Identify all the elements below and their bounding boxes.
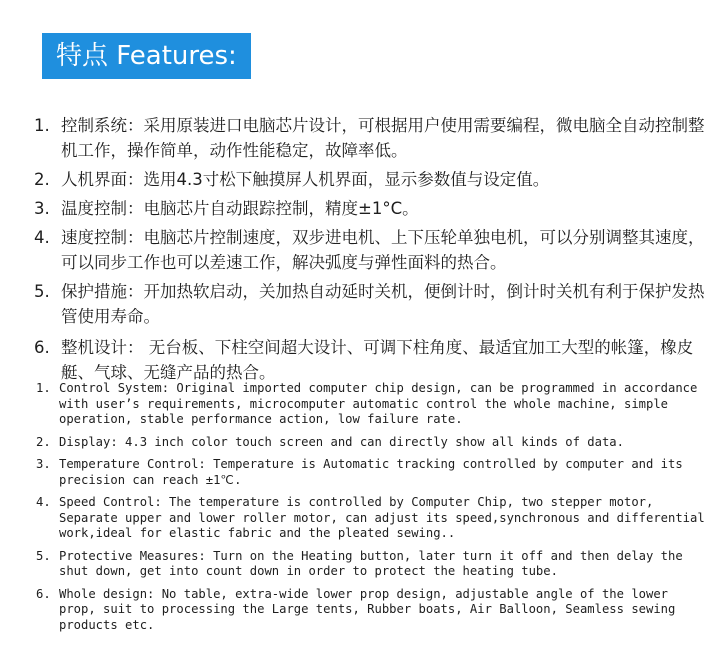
feature-number: 2. (36, 434, 51, 449)
feature-text: 保护措施：开加热软启动，关加热自动延时关机，便倒计时，倒计时关机有利于保护发热管使用寿命。 (61, 282, 705, 326)
feature-number: 5. (34, 282, 50, 301)
feature-number: 3. (34, 199, 50, 218)
feature-text: 温度控制：电脑芯片自动跟踪控制，精度±1°C。 (61, 199, 419, 218)
feature-item-cn (34, 167, 706, 192)
features-heading-badge (42, 33, 251, 79)
feature-item-en (36, 587, 706, 634)
feature-item-en (36, 435, 706, 451)
feature-text: Speed Control: The temperature is controlled by Computer Chip, two stepper motor, Separate upper and lower roller motor, can adjust its speed,synchronous and differential work,ideal for elastic fabric and the pleated sewing.. (59, 495, 705, 540)
feature-text: 整机设计： 无台板、下柱空间超大设计、可调下柱角度、最适宜加工大型的帐篷，橡皮艇、气球、无缝产品的热合。 (61, 338, 694, 382)
feature-text: Whole design: No table, extra-wide lower prop design, adjustable angle of the lower prop, suit to processing the Large tents, Rubber boats, Air Balloon, Seamless sewing products etc. (59, 586, 676, 632)
feature-item-en (36, 457, 706, 488)
feature-text: 控制系统：采用原装进口电脑芯片设计，可根据用户使用需要编程，微电脑全自动控制整机工作，操作简单，动作性能稳定，故障率低。 (61, 116, 705, 160)
feature-number: 6. (36, 586, 51, 601)
feature-text: Temperature Control: Temperature is Automatic tracking controlled by computer and its precision can reach ±1℃. (59, 457, 683, 487)
feature-item-en (36, 549, 706, 580)
feature-text: Display: 4.3 inch color touch screen and can directly show all kinds of data. (59, 434, 624, 449)
features-list-chinese (34, 113, 706, 389)
feature-number: 5. (36, 548, 51, 563)
feature-number: 2. (34, 170, 50, 189)
feature-item-cn (34, 335, 706, 385)
feature-text: Protective Measures: Turn on the Heating button, later turn it off and then delay the shut down, get into count down in order to protect the heating tube. (59, 548, 683, 578)
feature-number: 4. (36, 495, 51, 509)
feature-number: 1. (36, 381, 51, 395)
feature-item-cn (34, 279, 706, 329)
feature-item-en (36, 381, 706, 428)
feature-number: 4. (34, 228, 50, 247)
feature-number: 6. (34, 338, 50, 357)
feature-text: 速度控制：电脑芯片控制速度，双步进电机、上下压轮单独电机，可以分别调整其速度，可以同步工作也可以差速工作，解决弧度与弹性面料的热合。 (61, 228, 705, 272)
feature-text: Control System: Original imported computer chip design, can be programmed in accordance with user’s requirements, microcomputer automatic control the whole machine, simple operation, stable performance action, low failure rate. (59, 381, 698, 426)
feature-text: 人机界面：选用4.3寸松下触摸屏人机界面，显示参数值与设定值。 (61, 170, 550, 189)
feature-number: 1. (34, 116, 50, 135)
feature-item-cn (34, 225, 706, 275)
features-list-english (36, 381, 706, 640)
feature-item-cn (34, 196, 706, 221)
feature-item-cn (34, 113, 706, 163)
features-heading: 特点 Features: (56, 41, 237, 71)
feature-item-en (36, 495, 706, 542)
feature-number: 3. (36, 457, 51, 471)
